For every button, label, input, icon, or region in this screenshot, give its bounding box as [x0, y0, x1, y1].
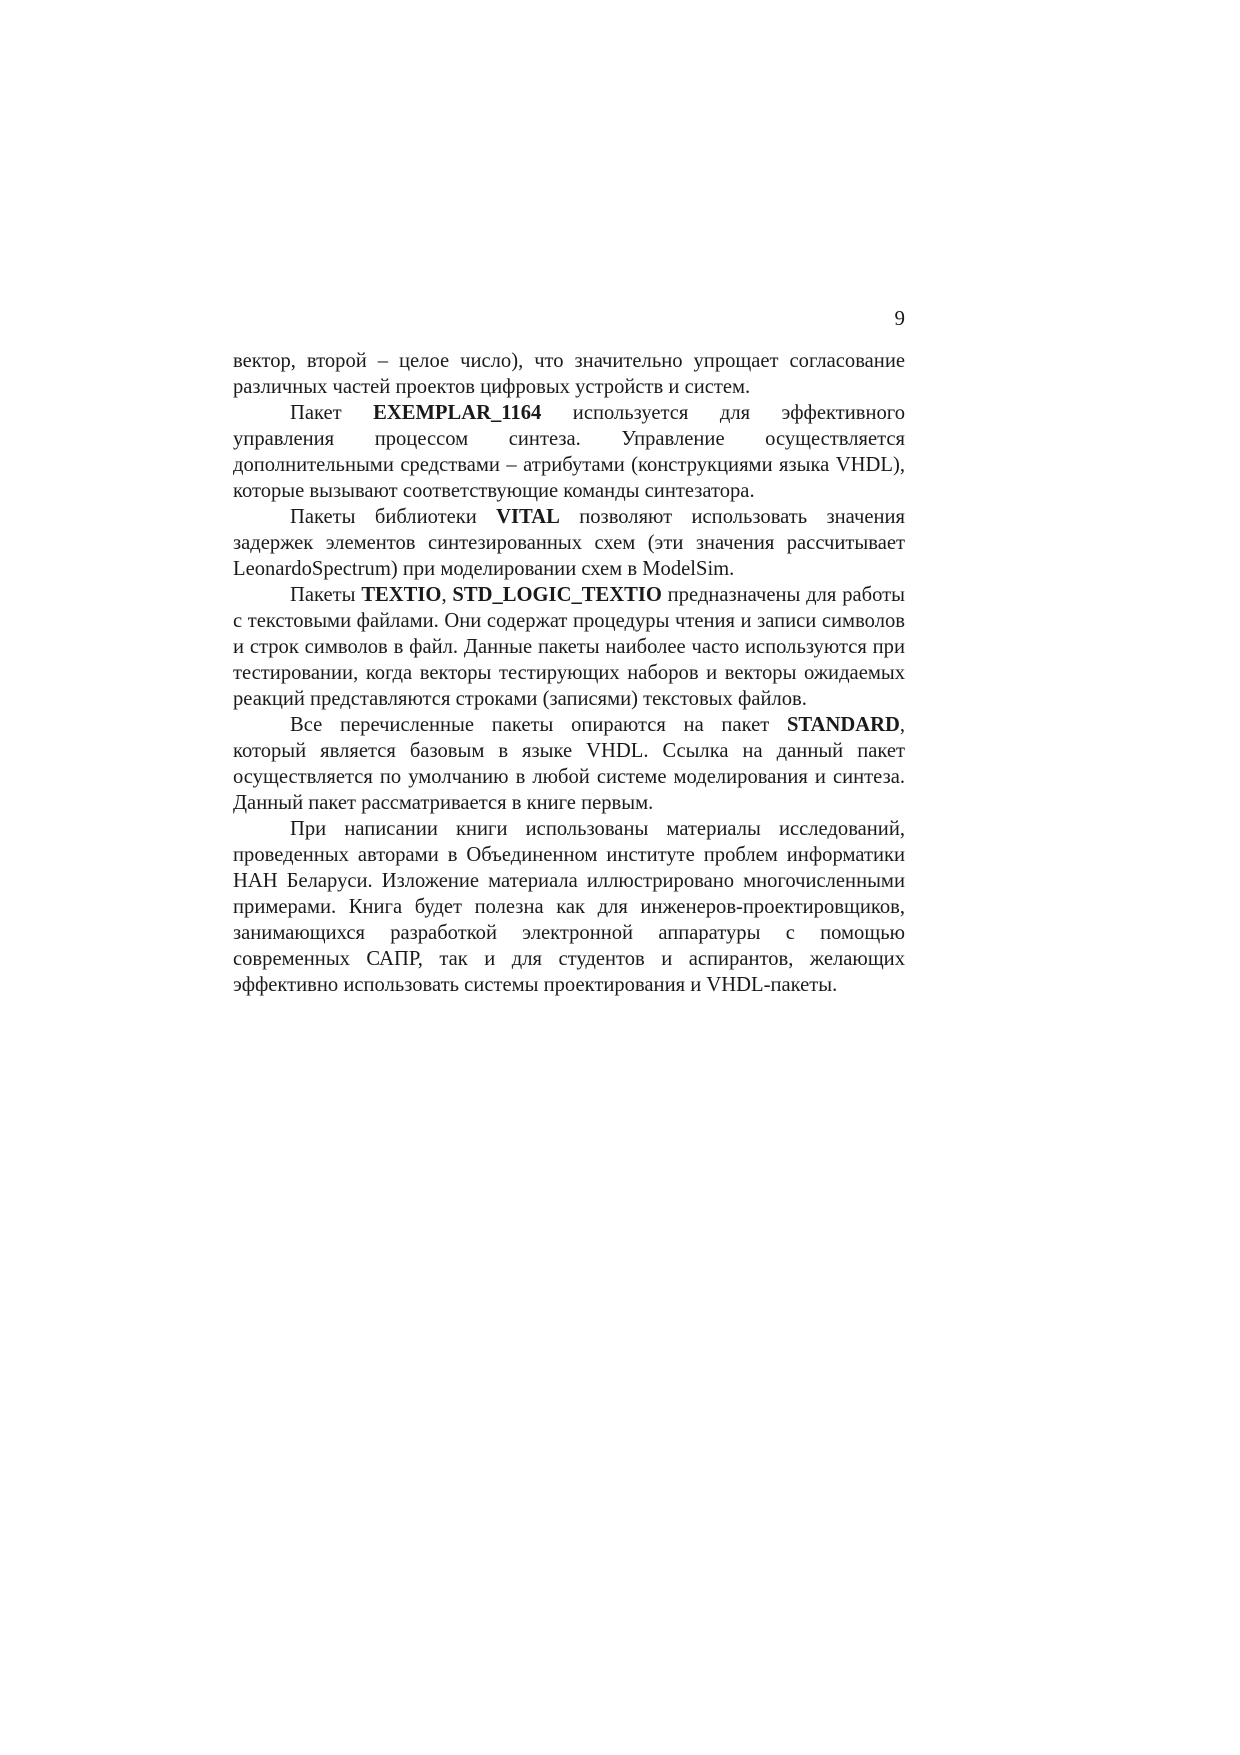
package-name-textio: TEXTIO	[361, 584, 442, 606]
text-run: ,	[441, 584, 453, 606]
text-run: используется для эффективного управления процессом синтеза. Управление осуществляется дополнительными средствами – атрибутами (конструкциями языка VHDL), которые вызывают соответствующие команды синтезатора.	[233, 402, 906, 502]
paragraph	[233, 816, 905, 998]
package-name-std-logic-textio: STD_LOGIC_TEXTIO	[452, 584, 662, 606]
paragraph	[233, 582, 905, 712]
text-run: вектор, второй – целое число), что значительно упрощает согласование различных частей проектов цифровых устройств и систем.	[233, 350, 905, 398]
text-run: Пакет	[290, 402, 374, 424]
paragraph	[233, 348, 905, 400]
text-run: позволяют использовать значения задержек элементов синтезированных схем (эти значения рассчитывает LeonardoSpectrum) при моделировании схем в ModelSim.	[233, 506, 906, 580]
package-name-vital: VITAL	[496, 506, 560, 528]
text-run: предназначены для работы с текстовыми файлами. Они содержат процедуры чтения и записи символов и строк символов в файл. Данные пакеты наиболее часто используются при тестировании, когда векторы тестирующих наборов и векторы ожидаемых реакций представляются строками (записями) текстовых файлов.	[233, 584, 905, 710]
text-run: Все перечисленные пакеты опираются на пакет	[290, 714, 787, 736]
page-number: 9	[894, 306, 905, 330]
paragraph	[233, 504, 905, 582]
paragraph	[233, 400, 905, 504]
paragraph	[233, 712, 905, 816]
text-run: , который является базовым в языке VHDL. Ссылка на данный пакет осуществляется по умолчанию в любой системе моделирования и синтеза. Данный пакет рассматривается в книге первым.	[233, 714, 905, 814]
package-name-exemplar: EXEMPLAR_1164	[373, 402, 542, 424]
text-run: Пакеты	[290, 584, 362, 606]
text-run: Пакеты библиотеки	[290, 506, 497, 528]
text-run: При написании книги использованы материалы исследований, проведенных авторами в Объединенном институте проблем информатики НАН Беларуси. Изложение материала иллюстрировано многочисленными примерами. Книга будет полезна как для инженеров-проектировщиков, занимающихся разработкой электронной аппаратуры с помощью современных САПР, так и для студентов и аспирантов, желающих эффективно использовать системы проектирования и VHDL-пакеты.	[233, 818, 905, 996]
body-text	[233, 348, 905, 998]
package-name-standard: STANDARD	[786, 714, 900, 736]
